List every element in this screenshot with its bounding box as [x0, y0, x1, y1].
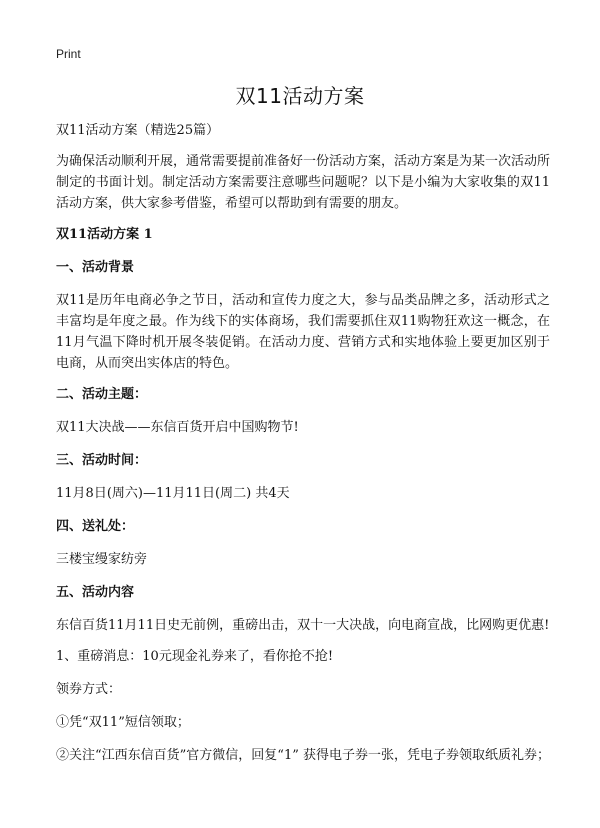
plan-heading: 双11活动方案 1 [56, 227, 153, 242]
theme-heading: 二、活动主题： [56, 387, 148, 402]
list-item: ②关注“江西东信百货”官方微信，回复“1” 获得电子券一张，凭电子券领取纸质礼券； [56, 748, 550, 763]
list-item: ①凭“双11”短信领取； [56, 715, 190, 730]
theme-text: 双11大决战——东信百货开启中国购物节! [56, 420, 299, 435]
background-heading: 一、活动背景 [56, 260, 135, 275]
list-item: 1、重磅消息：10元现金礼券来了，看你抢不抢! [56, 649, 334, 664]
content-heading: 五、活动内容 [56, 585, 135, 600]
intro-paragraph: 为确保活动顺利开展，通常需要提前准备好一份活动方案，活动方案是为某一次活动所制定的书面计划。制定活动方案需要注意哪些问题呢？以下是小编为大家收集的双11活动方案，供大家参考借鉴，希望可以帮助到有需要的朋友。 [56, 154, 551, 211]
document-body [56, 120, 550, 776]
method-label: 领券方式： [56, 682, 122, 697]
content-paragraph: 东信百货11月11日史无前例，重磅出击，双十一大决战，向电商宣战，比网购更优惠! [56, 618, 550, 633]
time-heading: 三、活动时间： [56, 453, 148, 468]
time-text: 11月8日(周六)—11月11日(周二) 共4天 [56, 486, 290, 501]
gift-text: 三楼宝缦家纺旁 [56, 552, 148, 567]
document-subtitle: 双11活动方案（精选25篇） [56, 123, 220, 138]
gift-heading: 四、送礼处： [56, 519, 135, 534]
print-link[interactable]: Print [56, 47, 81, 61]
page-title: 双11活动方案 [235, 84, 365, 108]
background-paragraph: 双11是历年电商必争之节日，活动和宣传力度之大，参与品类品牌之多，活动形式之丰富均是年度之最。作为线下的实体商场，我们需要抓住双11购物狂欢这一概念，在11月气温下降时机开展冬装促销。在活动力度、营销方式和实地体验上要更加区别于电商，从而突出实体店的特色。 [56, 293, 550, 371]
